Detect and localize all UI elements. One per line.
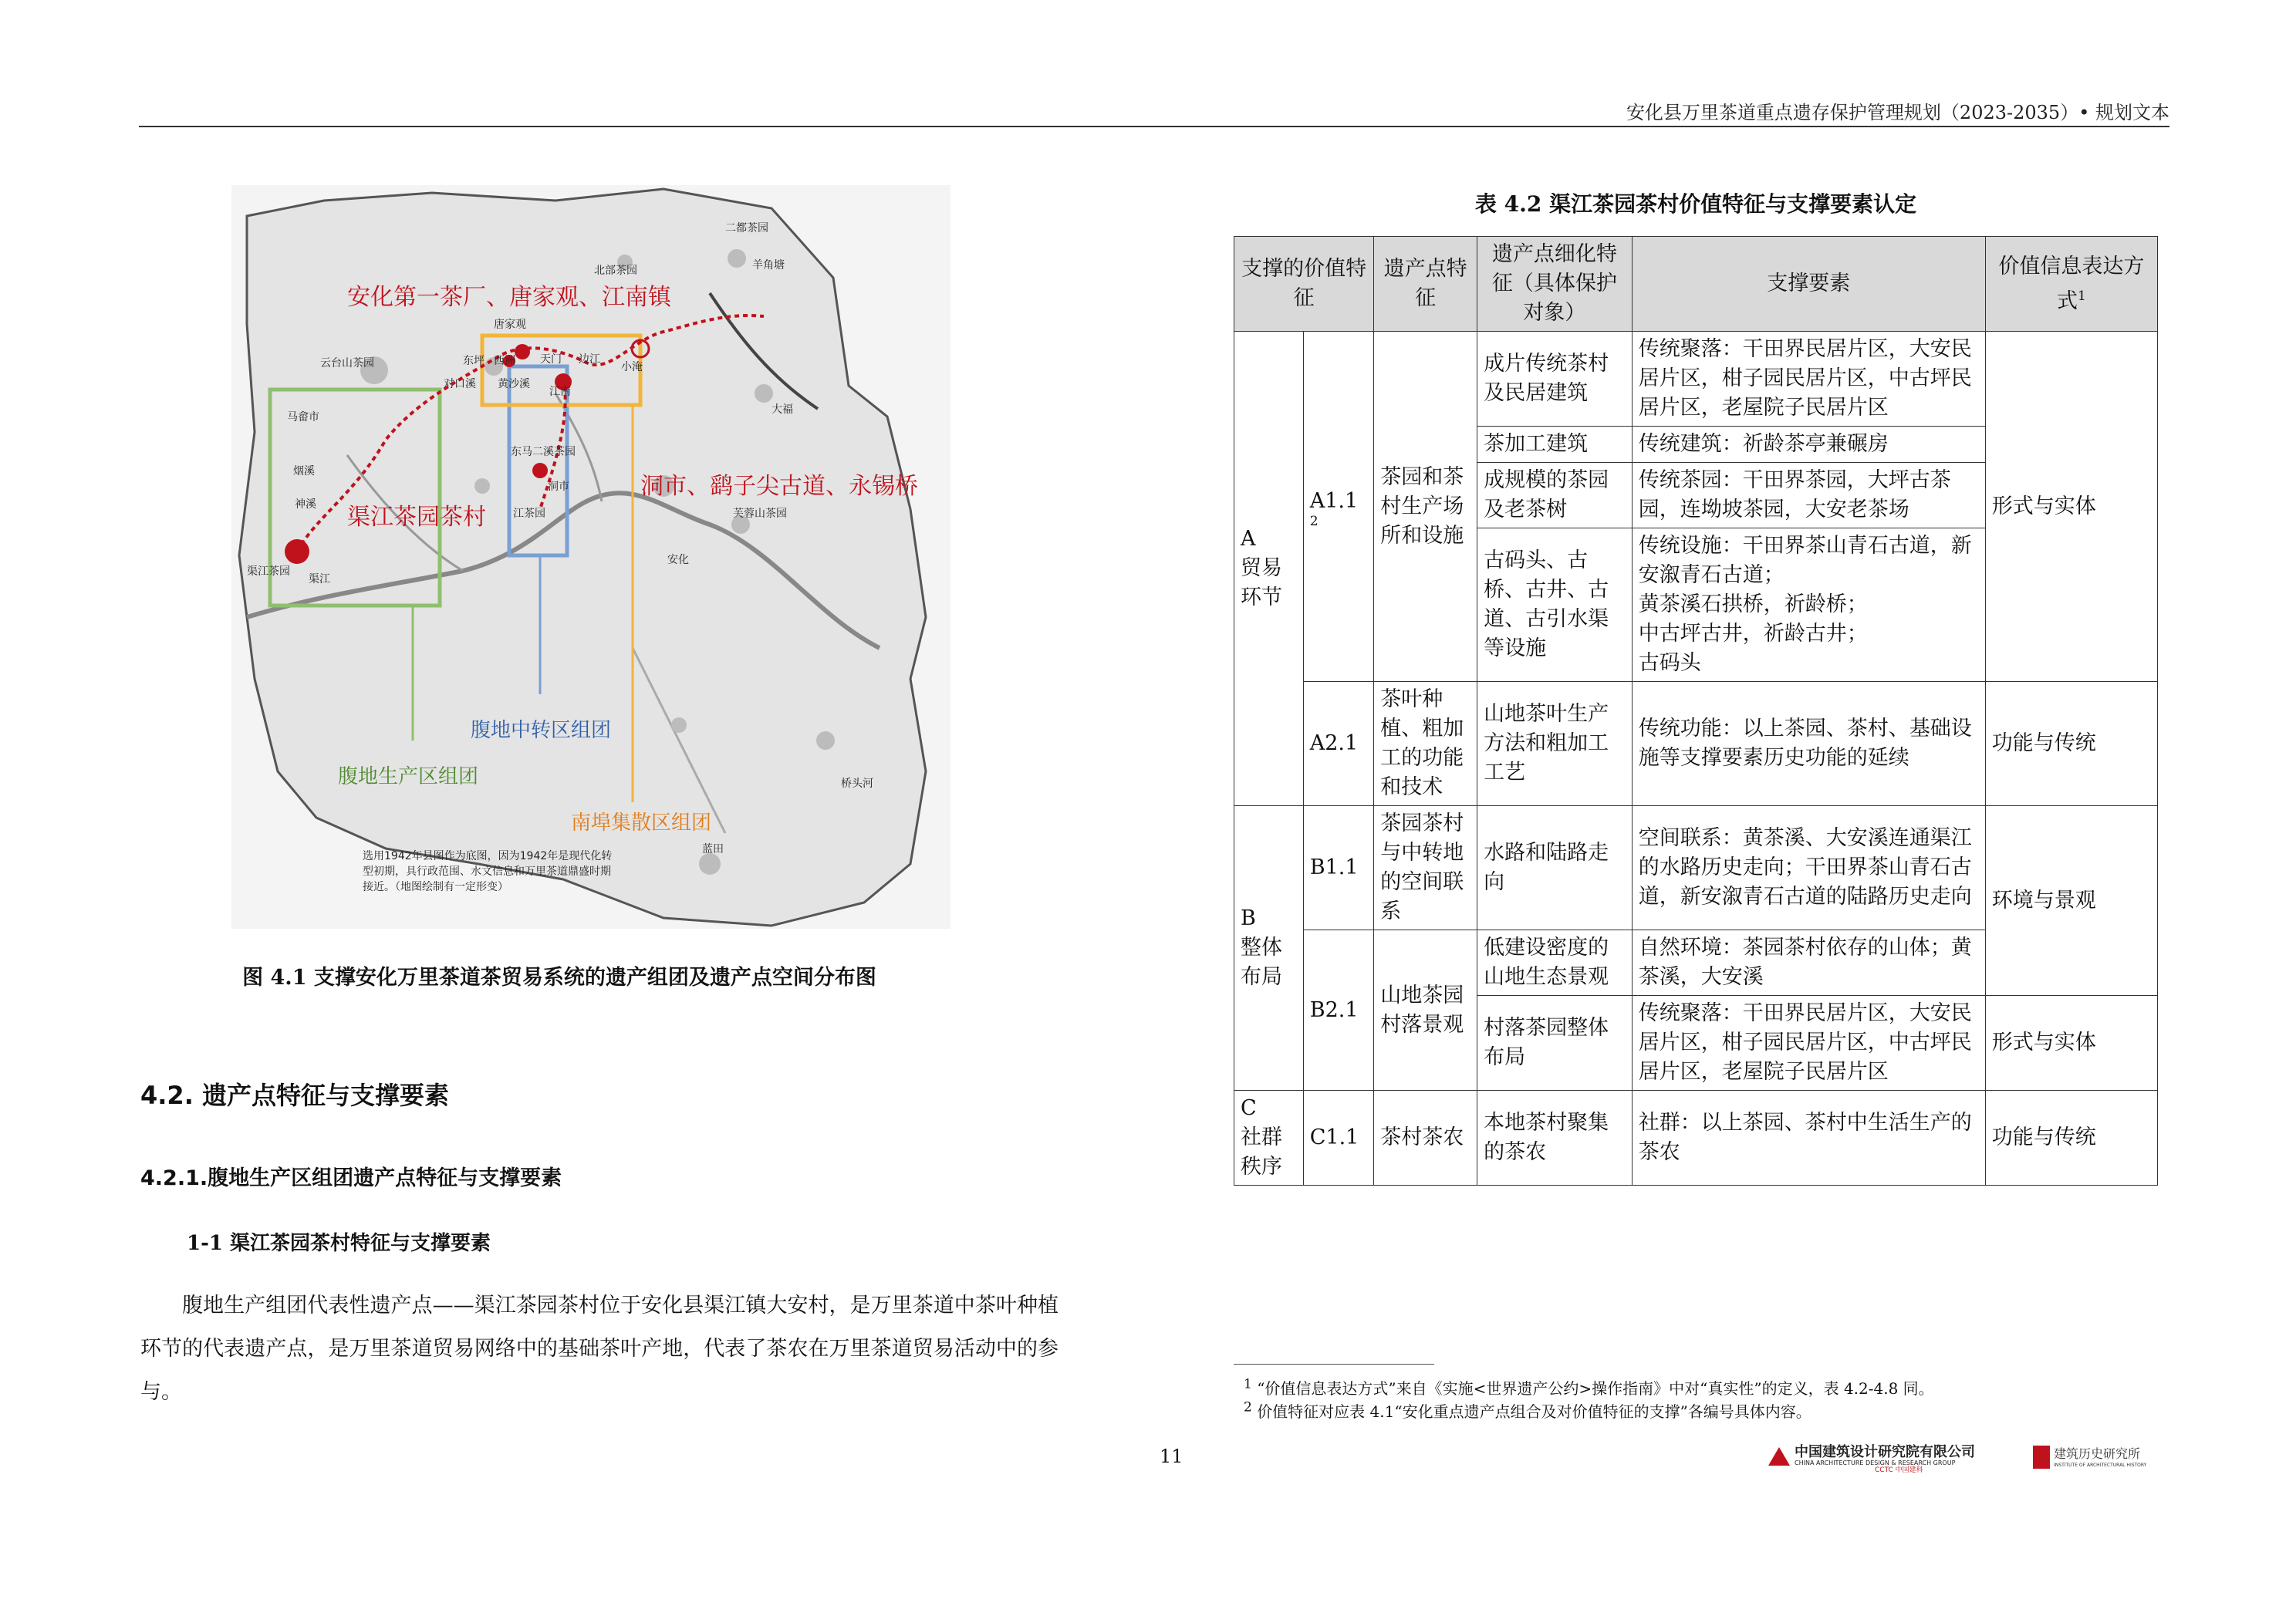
detail-cell: 低建设密度的山地生态景观 [1477,930,1633,996]
table-row [1234,806,2158,930]
code-a11: A1.1 2 [1303,332,1373,682]
group-a: A 贸易 环节 [1234,332,1304,806]
place-label: 神溪 [295,498,316,511]
map-figure [231,185,950,929]
detail-cell: 村落茶园整体布局 [1477,996,1633,1091]
code-a21: A2.1 [1303,682,1373,806]
place-label: 北部茶园 [594,265,637,277]
expression-cell: 形式与实体 [1985,332,2157,682]
code-b11: B1.1 [1303,806,1373,930]
place-label: 边江 [579,353,600,366]
table-header-row [1234,237,2158,332]
map-note: 选用1942年县图作为底图，因为1942年是现代化转型初期，具行政范围、水文信息和万里茶道鼎盛时期接近。（地图绘制有一定形变） [363,850,613,893]
table-row [1234,332,2158,427]
body-paragraph: 腹地生产组团代表性遗产点——渠江茶园茶村位于安化县渠江镇大安村，是万里茶道中茶叶种植环节的代表遗产点，是万里茶道贸易网络中的基础茶叶产地，代表了茶农在万里茶道贸易活动中的参与。 [140,1294,1059,1404]
feature-a21: 茶叶种植、粗加工的功能和技术 [1374,682,1477,806]
footnote-rule [1234,1364,1434,1365]
place-label: 东马二溪茶园 [511,446,576,458]
map-svg [231,185,950,929]
logo-cctc: CCTC 中国建科 [1875,1466,1923,1473]
place-label: 天门 [540,353,562,366]
header-rule [139,126,2169,127]
detail-cell: 茶加工建筑 [1477,427,1633,463]
place-label: 唐家观 [494,319,526,331]
header-feature: 遗产点特征 [1374,237,1477,332]
place-label: 二都茶园 [725,222,768,235]
header-value: 支撑的价值特征 [1234,237,1374,332]
page-number: 11 [1160,1446,1183,1467]
expression-cell: 功能与传统 [1985,682,2157,806]
table-row [1234,682,2158,806]
map-label-tea-factory: 安化第一茶厂、唐家观、江南镇 [347,284,671,311]
group-b: B 整体 布局 [1234,806,1304,1091]
place-label: 桥头河 [841,778,873,790]
subsection-heading: 4.2.1.腹地生产区组团遗产点特征与支撑要素 [140,1166,562,1190]
header-elements: 支撑要素 [1632,237,1985,332]
elements-cell: 传统设施：干田界茶山青石古道，新安溆青石古道； 黄茶溪石拱桥，祈龄桥； 中古坪古井，祈龄古井； 古码头 [1632,528,1985,682]
place-label: 西洲 [494,355,515,367]
section-heading: 4.2. 遗产点特征与支撑要素 [140,1081,449,1110]
elements-cell: 传统建筑：祈龄茶亭兼碾房 [1632,427,1985,463]
detail-cell: 成片传统茶村及民居建筑 [1477,332,1633,427]
table-title: 表 4.2 渠江茶园茶村价值特征与支撑要素认定 [1474,191,1917,217]
value-feature-table [1234,236,2158,1186]
zone-label-middle: 腹地中转区组团 [471,719,612,742]
logo-cn: 中国建筑设计研究院有限公司 [1795,1444,1975,1460]
expression-cell: 形式与实体 [1985,996,2157,1091]
place-label: 江南 [549,386,571,398]
code-b21: B2.1 [1303,930,1373,1091]
place-label: 云台山茶园 [320,357,374,369]
footnote-1: $^1$ “价值信息表达方式”来自《实施<世界遗产公约>操作指南》中对“真实性”的定义，表 4.2-4.8 同。 [1244,1376,1934,1398]
map-label-qujiang: 渠江茶园茶村 [347,504,486,531]
header-expression: 价值信息表达方式$^1$ [1985,237,2157,332]
running-header: 安化县万里茶道重点遗存保护管理规划（2023-2035）• 规划文本 [1626,102,2169,123]
place-label: 安化 [667,554,689,566]
place-label: 大福 [772,403,793,416]
elements-cell: 自然环境：茶园茶村依存的山体；黄茶溪，大安溪 [1632,930,1985,996]
place-label: 东坪 [463,355,485,367]
elements-cell: 传统功能：以上茶园、茶村、基础设施等支撑要素历史功能的延续 [1632,682,1985,806]
place-label: 羊角塘 [752,259,785,272]
place-label: 马畲市 [287,411,319,423]
sub-subsection-heading: 1-1 渠江茶园茶村特征与支撑要素 [187,1232,491,1255]
detail-cell: 成规模的茶园及老茶树 [1477,463,1633,528]
place-label: 对口溪 [444,378,476,390]
place-label: 芙蓉山茶园 [733,508,787,520]
place-label: 黄沙溪 [498,378,530,390]
place-label: 蓝田 [702,843,724,855]
detail-cell: 水路和陆路走向 [1477,806,1633,930]
expression-cell: 功能与传统 [1985,1091,2157,1186]
place-label: 江茶园 [513,508,545,520]
publisher-logo [1767,1442,2168,1473]
expression-cell: 环境与景观 [1985,806,2157,996]
footnote-2: $^2$ 价值特征对应表 4.1“安化重点遗产点组合及对价值特征的支撑”各编号具体内容。 [1244,1399,1811,1421]
header-detail: 遗产点细化特征（具体保护对象） [1477,237,1633,332]
cadg-logo [1767,1442,2168,1473]
place-label: 烟溪 [293,465,315,477]
institute-en: INSTITUTE OF ARCHITECTURAL HISTORY [2054,1463,2147,1468]
feature-b11: 茶园茶村与中转地的空间联系 [1374,806,1477,930]
place-label: 洞市 [548,481,569,493]
elements-cell: 传统聚落：干田界民居片区，大安民居片区，柑子园民居片区，中古坪民居片区，老屋院子民居片区 [1632,996,1985,1091]
elements-cell: 空间联系：黄茶溪、大安溪连通渠江的水路历史走向；干田界茶山青石古道，新安溆青石古道的陆路历史走向 [1632,806,1985,930]
code-c11: C1.1 [1303,1091,1373,1186]
detail-cell: 山地茶叶生产方法和粗加工工艺 [1477,682,1633,806]
zone-label-south: 南埠集散区组团 [571,812,712,835]
elements-cell: 社群：以上茶园、茶村中生活生产的茶农 [1632,1091,1985,1186]
feature-c11: 茶村茶农 [1374,1091,1477,1186]
place-label: 小淹 [621,361,643,373]
institute-cn: 建筑历史研究所 [2054,1446,2141,1461]
elements-cell: 传统聚落：干田界民居片区，大安民居片区，柑子园民居片区，中古坪民居片区，老屋院子民居片区 [1632,332,1985,427]
feature-a11: 茶园和茶村生产场所和设施 [1374,332,1477,682]
map-label-dongshi: 洞市、鹞子尖古道、永锡桥 [640,473,918,500]
feature-b21: 山地茶园村落景观 [1374,930,1477,1091]
place-label: 渠江茶园 [247,565,290,578]
zone-label-production: 腹地生产区组团 [338,765,479,788]
detail-cell: 古码头、古桥、古井、古道、古引水渠等设施 [1477,528,1633,682]
figure-caption: 图 4.1 支撑安化万里茶道茶贸易系统的遗产组团及遗产点空间分布图 [242,966,876,990]
place-label: 渠江 [309,573,330,585]
detail-cell: 本地茶村聚集的茶农 [1477,1091,1633,1186]
table-row [1234,1091,2158,1186]
elements-cell: 传统茶园：干田界茶园，大坪古茶园，连坳坡茶园，大安老茶场 [1632,463,1985,528]
logo-en: CHINA ARCHITECTURE DESIGN & RESEARCH GROUP [1795,1459,1956,1466]
group-c: C 社群 秩序 [1234,1091,1304,1186]
